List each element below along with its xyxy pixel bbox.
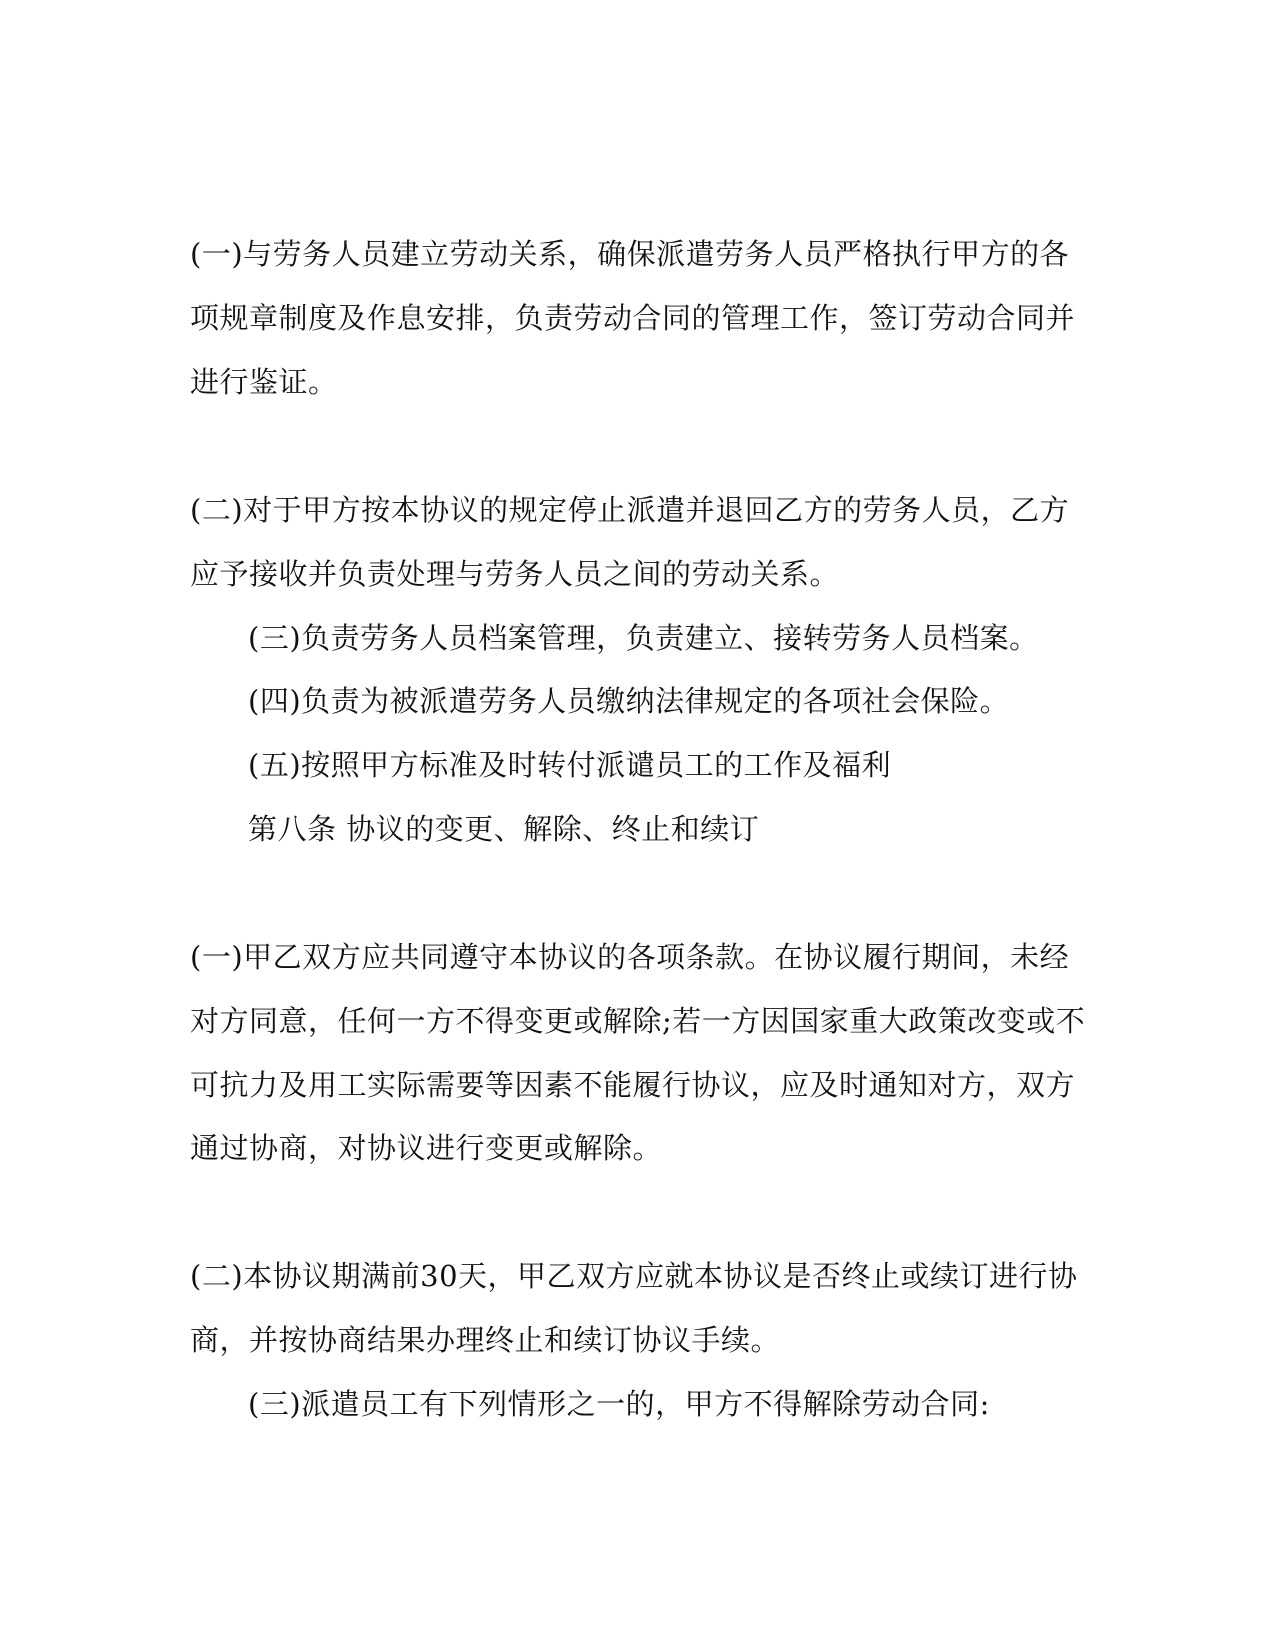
clause-7-1-line-1: (一)与劳务人员建立劳动关系，确保派遣劳务人员严格执行甲方的各 (190, 237, 1070, 271)
clause-7-4: (四)负责为被派遣劳务人员缴纳法律规定的各项社会保险。 (248, 684, 1010, 718)
clause-7-5: (五)按照甲方标准及时转付派谴员工的工作及福利 (248, 748, 892, 782)
clause-7-2-line-1: (二)对于甲方按本协议的规定停止派遣并退回乙方的劳务人员，乙方 (190, 493, 1070, 527)
clause-7-1-line-2: 项规章制度及作息安排，负责劳动合同的管理工作，签订劳动合同并 (190, 301, 1076, 335)
clause-8-3: (三)派遣员工有下列情形之一的，甲方不得解除劳动合同: (248, 1387, 990, 1421)
clause-8-1-line-1: (一)甲乙双方应共同遵守本协议的各项条款。在协议履行期间，未经 (190, 940, 1070, 974)
clause-7-2-line-2: 应予接收并负责处理与劳务人员之间的劳动关系。 (190, 557, 840, 591)
clause-7-3: (三)负责劳务人员档案管理，负责建立、接转劳务人员档案。 (248, 621, 1039, 655)
clause-7-1-line-3: 进行鉴证。 (190, 365, 338, 399)
clause-8-2-line-2: 商，并按协商结果办理终止和续订协议手续。 (190, 1323, 781, 1357)
clause-8-2-line-1: (二)本协议期满前30天，甲乙双方应就本协议是否终止或续订进行协 (190, 1259, 1078, 1293)
clause-8-1-line-3: 可抗力及用工实际需要等因素不能履行协议，应及时通知对方，双方 (190, 1068, 1076, 1102)
clause-8-1-line-4: 通过协商，对协议进行变更或解除。 (190, 1131, 663, 1165)
article-8-heading: 第八条 协议的变更、解除、终止和续订 (248, 812, 760, 846)
clause-8-1-line-2: 对方同意，任何一方不得变更或解除;若一方因国家重大政策改变或不 (190, 1004, 1086, 1038)
